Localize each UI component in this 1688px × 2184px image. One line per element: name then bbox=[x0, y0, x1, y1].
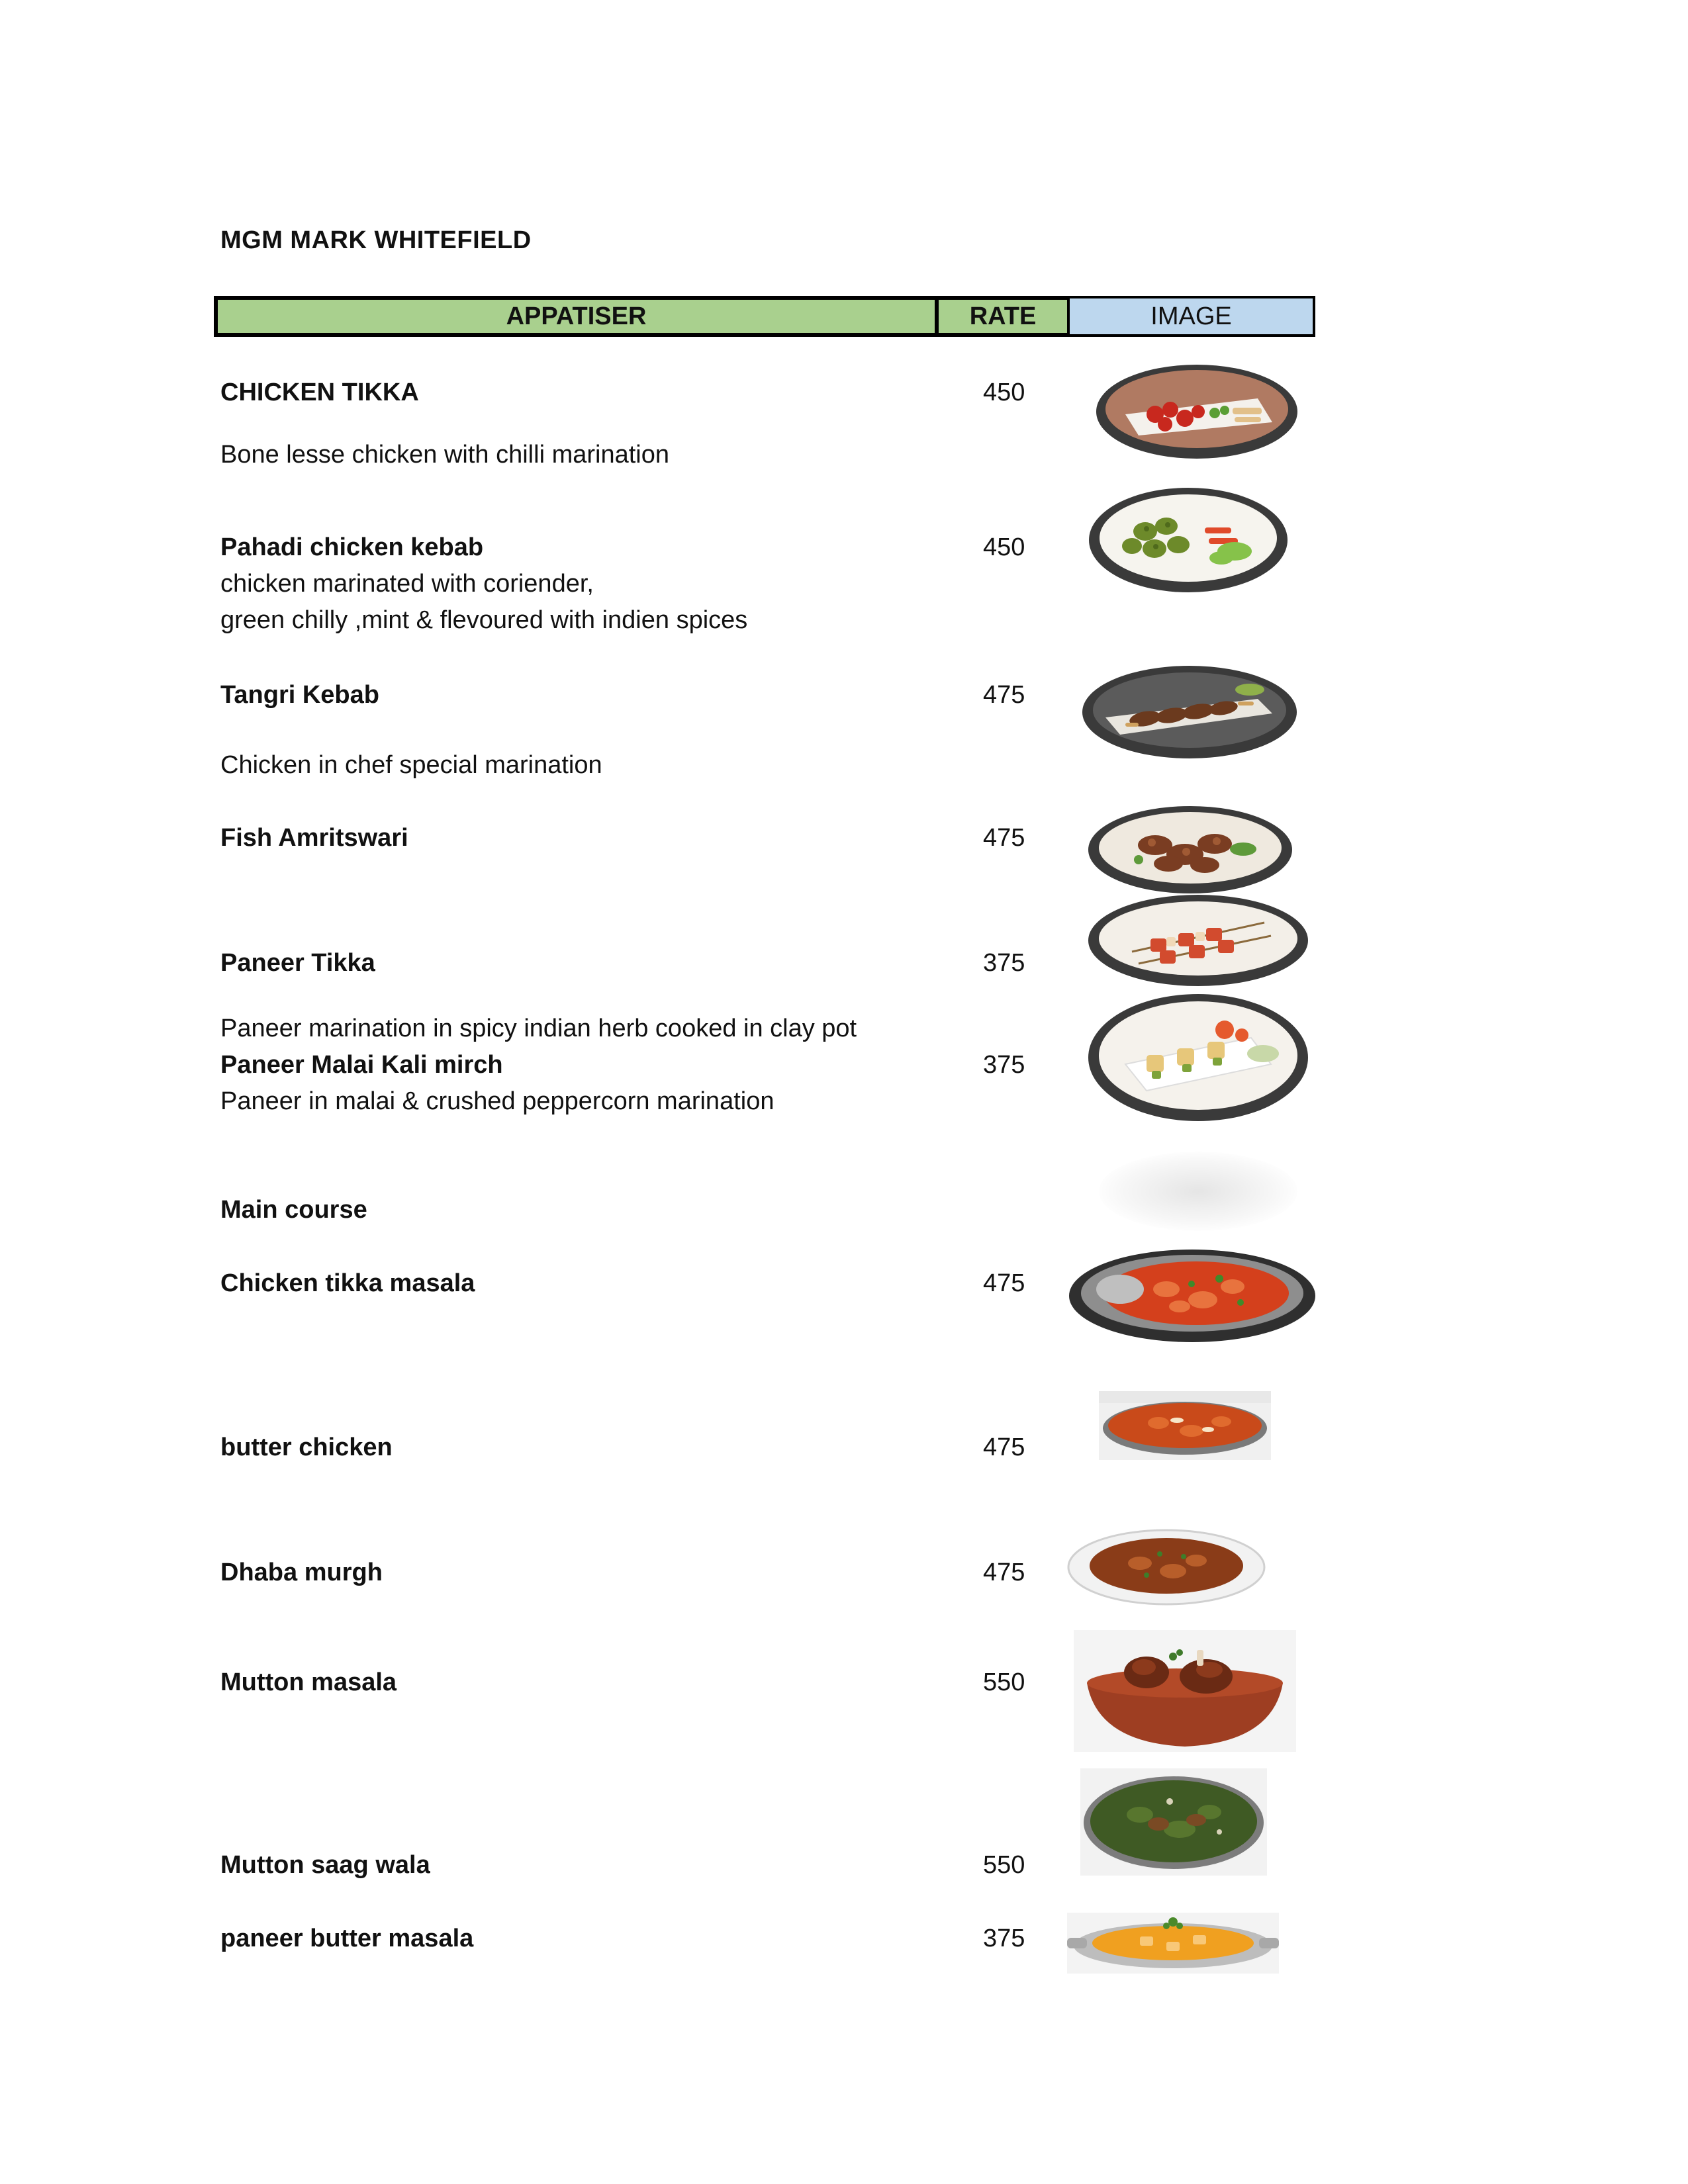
tangri-kebab-plate-icon bbox=[1079, 662, 1300, 761]
paneer-tikka-plate-icon bbox=[1086, 892, 1311, 988]
butter-chicken-dish-icon bbox=[1099, 1391, 1271, 1460]
paneer-butter-masala-bowl-icon bbox=[1067, 1913, 1279, 1974]
item-rate: 375 bbox=[983, 1051, 1025, 1079]
item-name: Mutton masala bbox=[220, 1668, 397, 1696]
item-rate: 450 bbox=[983, 379, 1025, 406]
item-description: Bone lesse chicken with chilli marination bbox=[220, 441, 669, 469]
item-description: chicken marinated with coriender, bbox=[220, 570, 594, 598]
chicken-tikka-masala-bowl-icon bbox=[1067, 1246, 1317, 1343]
item-rate: 375 bbox=[983, 949, 1025, 977]
section-heading: Main course bbox=[220, 1196, 367, 1224]
item-description: Paneer in malai & crushed peppercorn marination bbox=[220, 1087, 774, 1115]
item-rate: 475 bbox=[983, 1269, 1025, 1297]
item-rate: 475 bbox=[983, 1559, 1025, 1586]
item-name: butter chicken bbox=[220, 1433, 393, 1461]
item-description: green chilly ,mint & flevoured with indien spices bbox=[220, 606, 748, 634]
chicken-tikka-plate-icon bbox=[1092, 361, 1301, 461]
item-rate: 475 bbox=[983, 824, 1025, 852]
item-name: Pahadi chicken kebab bbox=[220, 533, 484, 561]
restaurant-title: MGM MARK WHITEFIELD bbox=[220, 226, 532, 254]
item-name: Paneer Malai Kali mirch bbox=[220, 1051, 503, 1079]
item-name: Fish Amritswari bbox=[220, 824, 408, 852]
item-rate: 475 bbox=[983, 1433, 1025, 1461]
item-rate: 550 bbox=[983, 1668, 1025, 1696]
item-name: Tangri Kebab bbox=[220, 681, 379, 709]
mutton-masala-bowl-icon bbox=[1074, 1630, 1296, 1752]
header-appetiser: APPATISER bbox=[214, 296, 939, 337]
item-rate: 475 bbox=[983, 681, 1025, 709]
decorative-shadow bbox=[1099, 1152, 1297, 1231]
item-name: Chicken tikka masala bbox=[220, 1269, 475, 1297]
fish-amritsari-plate-icon bbox=[1086, 803, 1295, 895]
item-name: paneer butter masala bbox=[220, 1925, 474, 1952]
item-name: CHICKEN TIKKA bbox=[220, 379, 419, 406]
item-description: Chicken in chef special marination bbox=[220, 751, 602, 779]
header-image: IMAGE bbox=[1067, 296, 1315, 337]
item-rate: 375 bbox=[983, 1925, 1025, 1952]
item-rate: 450 bbox=[983, 533, 1025, 561]
item-name: Dhaba murgh bbox=[220, 1559, 383, 1586]
mutton-saag-dish-icon bbox=[1080, 1768, 1267, 1876]
item-name: Mutton saag wala bbox=[220, 1851, 430, 1879]
item-rate: 550 bbox=[983, 1851, 1025, 1879]
item-name: Paneer Tikka bbox=[220, 949, 375, 977]
header-rate: RATE bbox=[935, 296, 1071, 337]
paneer-malai-plate-icon bbox=[1086, 991, 1311, 1124]
pahadi-kebab-plate-icon bbox=[1086, 485, 1291, 594]
dhaba-murgh-plate-icon bbox=[1067, 1527, 1269, 1607]
item-description: Paneer marination in spicy indian herb cooked in clay pot bbox=[220, 1015, 857, 1042]
